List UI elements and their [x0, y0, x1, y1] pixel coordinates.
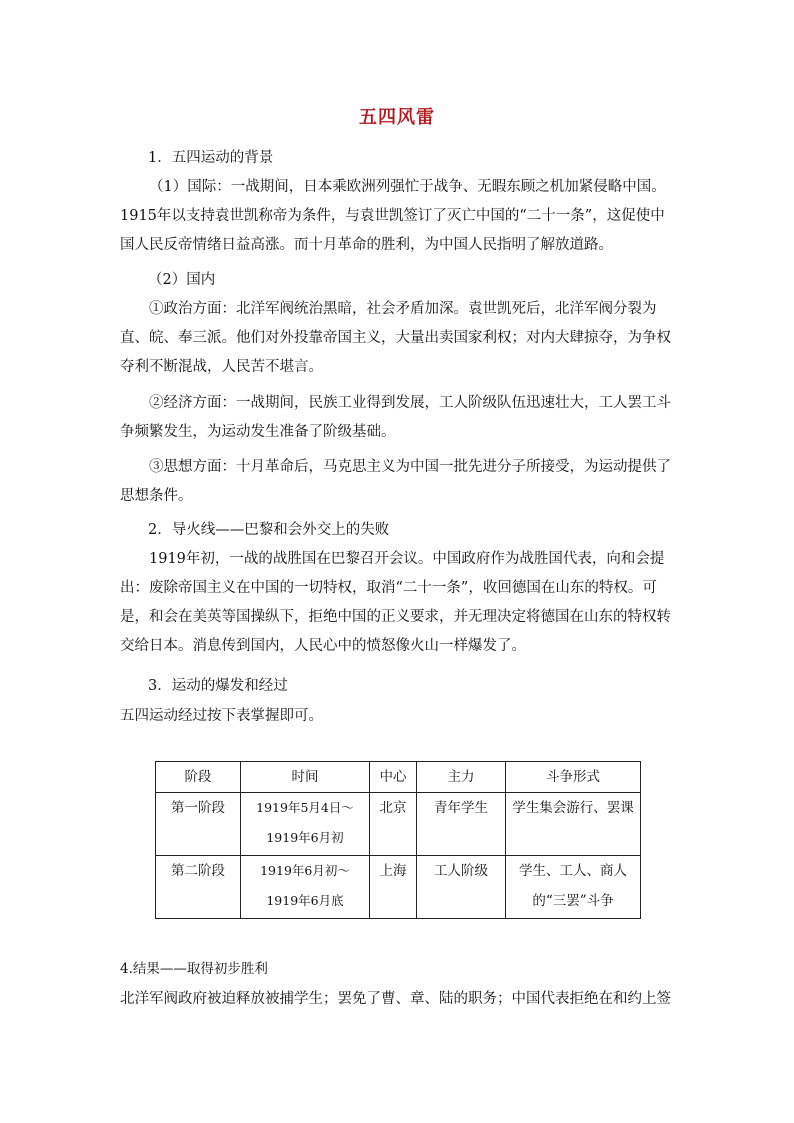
paragraph-result: 北洋军阀政府被迫释放被捕学生；罢免了曹、章、陆的职务；中国代表拒绝在和约上签	[120, 991, 671, 1007]
section-2-heading: 2．导火线——巴黎和会外交上的失败	[148, 522, 390, 538]
page-title: 五四风雷	[359, 107, 435, 128]
table-cell-time: 1919年5月4日～1919年6月初	[241, 793, 370, 856]
table-cell-center: 上海	[370, 856, 417, 919]
movement-stages-table	[155, 761, 641, 919]
table-header-row	[156, 762, 641, 793]
table-cell-center: 北京	[370, 793, 417, 856]
paragraph-economy: ②经济方面：一战期间，民族工业得到发展，工人阶级队伍迅速壮大，工人罢工斗争频繁发生，为运动发生准备了阶级基础。	[120, 395, 671, 440]
table-cell-form: 学生、工人、商人的“三罢”斗争	[506, 856, 641, 919]
paragraph-politics: ①政治方面：北洋军阀统治黑暗，社会矛盾加深。袁世凯死后，北洋军阀分裂为直、皖、奉三派。他们对外投靠帝国主义，大量出卖国家利权；对内大肆掠夺，为争权夺利不断混战，人民苦不堪言。	[120, 301, 671, 375]
paragraph-domestic-label: （2）国内	[148, 272, 216, 288]
paragraph-paris-conference: 1919年初，一战的战胜国在巴黎召开会议。中国政府作为战胜国代表，向和会提出：废除帝国主义在中国的一切特权，取消“二十一条”，收回德国在山东的特权。可是，和会在美英等国操纵下，拒绝中国的正义要求，并无理决定将德国在山东的特权转交给日本。消息传到国内，人民心中的愤怒像火山一样爆发了。	[120, 551, 671, 654]
table-header-cell: 斗争形式	[506, 762, 641, 793]
table-row	[156, 793, 641, 856]
paragraph-table-intro: 五四运动经过按下表掌握即可。	[120, 708, 323, 724]
table-header-cell: 阶段	[156, 762, 241, 793]
table-cell-force: 工人阶级	[417, 856, 506, 919]
table-cell-force: 青年学生	[417, 793, 506, 856]
section-3-heading: 3．运动的爆发和经过	[148, 678, 288, 694]
table-header-cell: 主力	[417, 762, 506, 793]
section-4-heading: 4.结果——取得初步胜利	[120, 961, 268, 977]
table-header-cell: 中心	[370, 762, 417, 793]
paragraph-thought: ③思想方面：十月革命后，马克思主义为中国一批先进分子所接受，为运动提供了思想条件。	[120, 459, 671, 504]
table-cell-form: 学生集会游行、罢课	[506, 793, 641, 856]
table-cell-stage: 第二阶段	[156, 856, 241, 919]
paragraph-international: （1）国际：一战期间，日本乘欧洲列强忙于战争、无暇东顾之机加紧侵略中国。1915年以支持袁世凯称帝为条件，与袁世凯签订了灭亡中国的“二十一条”，这促使中国人民反帝情绪日益高涨。而十月革命的胜利，为中国人民指明了解放道路。	[120, 179, 666, 253]
table-header-cell: 时间	[241, 762, 370, 793]
section-1-heading: 1．五四运动的背景	[148, 150, 274, 166]
table-cell-time: 1919年6月初～1919年6月底	[241, 856, 370, 919]
table-cell-stage: 第一阶段	[156, 793, 241, 856]
table-row	[156, 856, 641, 919]
